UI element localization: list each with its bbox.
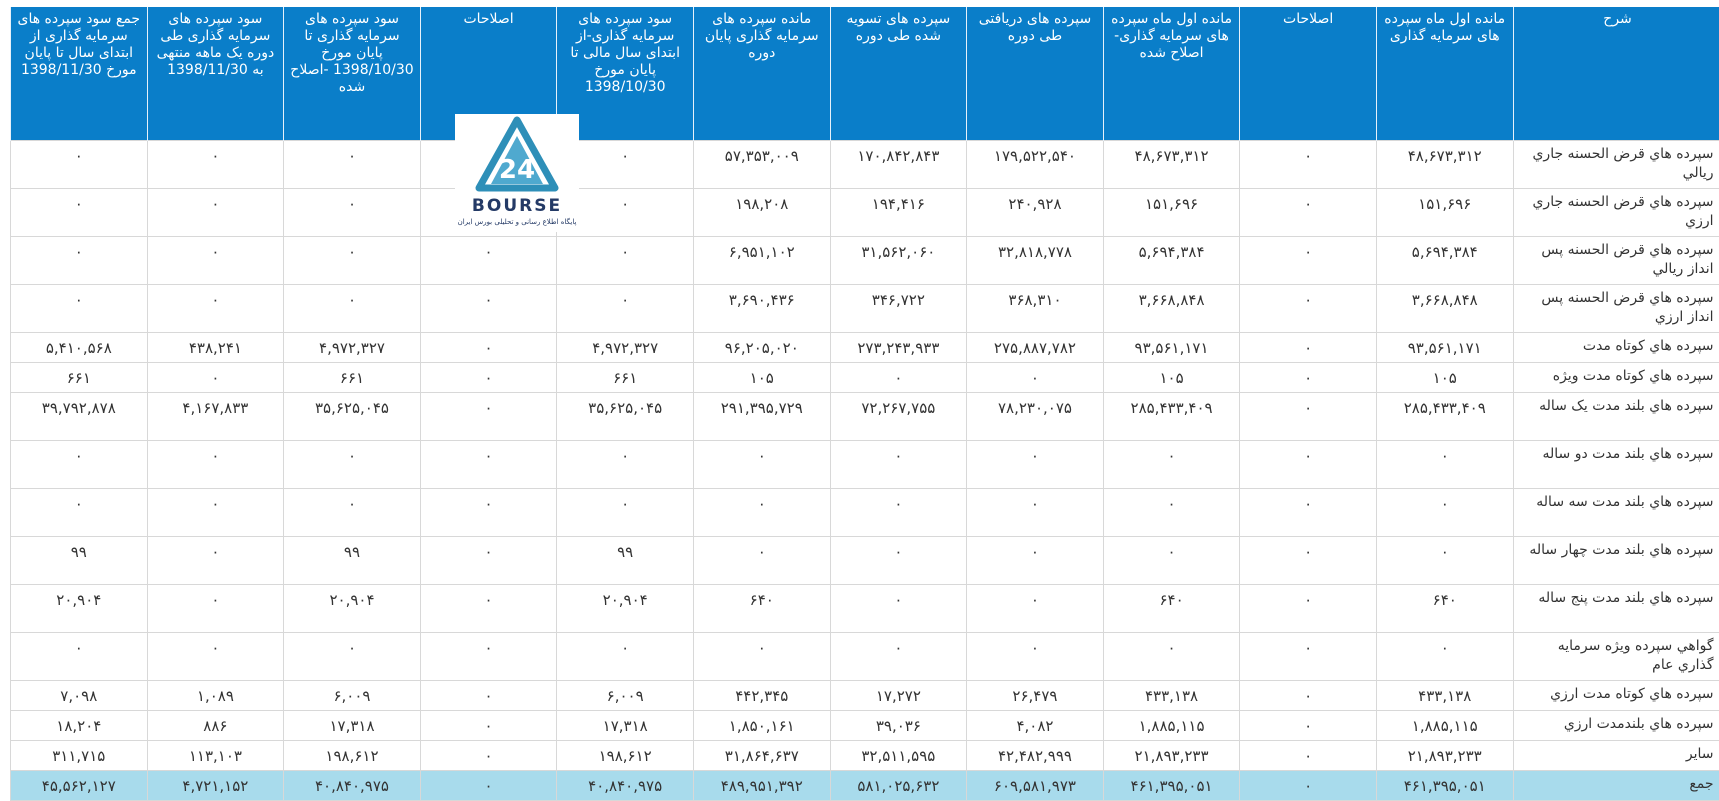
table-cell: ۱۷,۲۷۲ <box>830 680 967 710</box>
row-description: سپرده هاي كوتاه مدت <box>1513 332 1719 362</box>
total-cell: ۴۶۱,۳۹۵,۰۵۱ <box>1376 770 1513 800</box>
table-cell: ۰ <box>147 188 284 236</box>
total-cell: ۶۰۹,۵۸۱,۹۷۳ <box>967 770 1104 800</box>
row-description: سپرده هاي قرض الحسنه پس انداز ريالي <box>1513 236 1719 284</box>
table-cell: ۰ <box>420 332 557 362</box>
table-cell: ۰ <box>693 536 830 584</box>
table-cell: ۲۰,۹۰۴ <box>11 584 148 632</box>
table-cell: ۰ <box>11 236 148 284</box>
table-cell: ۰ <box>147 362 284 392</box>
header-cell: سود سپرده های سرمایه گذاری طی دوره یک ماهه منتهی به 1398/11/30 <box>147 7 284 140</box>
table-cell: ۰ <box>284 632 421 680</box>
table-cell: ۸۸۶ <box>147 710 284 740</box>
total-cell: ۴۵,۵۶۲,۱۲۷ <box>11 770 148 800</box>
total-label: جمع <box>1513 770 1719 800</box>
table-cell: ۰ <box>284 236 421 284</box>
table-cell: ۱۹۸,۶۱۲ <box>284 740 421 770</box>
table-cell: ۴,۱۶۷,۸۳۳ <box>147 392 284 440</box>
table-cell: ۰ <box>420 488 557 536</box>
table-cell: ۰ <box>693 632 830 680</box>
table-cell: ۰ <box>1376 632 1513 680</box>
table-cell: ۴۴۲,۳۴۵ <box>693 680 830 710</box>
table-cell: ۰ <box>147 632 284 680</box>
row-description: سپرده هاي قرض الحسنه جاري ريالي <box>1513 140 1719 188</box>
table-cell: ۰ <box>1240 332 1377 362</box>
table-cell: ۰ <box>557 236 694 284</box>
table-cell: ۰ <box>147 536 284 584</box>
table-cell: ۹۳,۵۶۱,۱۷۱ <box>1103 332 1240 362</box>
logo-mark: 24 <box>499 155 535 185</box>
table-cell: ۱۷۹,۵۲۲,۵۴۰ <box>967 140 1104 188</box>
header-cell: سپرده های دریافتی طی دوره <box>967 7 1104 140</box>
table-cell: ۹۹ <box>11 536 148 584</box>
table-cell: ۰ <box>147 236 284 284</box>
table-cell: ۰ <box>1376 488 1513 536</box>
table-cell: ۰ <box>1376 440 1513 488</box>
table-cell: ۳۲,۸۱۸,۷۷۸ <box>967 236 1104 284</box>
table-cell: ۴,۹۷۲,۳۲۷ <box>284 332 421 362</box>
table-cell: ۶۶۱ <box>11 362 148 392</box>
row-description: سپرده هاي بلند مدت يک ساله <box>1513 392 1719 440</box>
table-cell: ۰ <box>1103 632 1240 680</box>
table-cell: ۹۳,۵۶۱,۱۷۱ <box>1376 332 1513 362</box>
table-cell: ۰ <box>1240 584 1377 632</box>
row-description: سپرده هاي كوتاه مدت ويژه <box>1513 362 1719 392</box>
table-cell: ۱۵۱,۶۹۶ <box>1103 188 1240 236</box>
table-cell: ۴۳۳,۱۳۸ <box>1376 680 1513 710</box>
table-cell: ۰ <box>967 584 1104 632</box>
table-cell: ۵,۴۱۰,۵۶۸ <box>11 332 148 362</box>
table-cell: ۰ <box>420 236 557 284</box>
table-cell: ۰ <box>557 632 694 680</box>
table-cell: ۱۷۰,۸۴۲,۸۴۳ <box>830 140 967 188</box>
table-row <box>11 188 1719 236</box>
table-cell: ۶,۰۰۹ <box>557 680 694 710</box>
table-cell: ۰ <box>147 284 284 332</box>
deposit-table <box>10 7 1719 801</box>
table-cell: ۰ <box>420 284 557 332</box>
table-cell: ۰ <box>11 188 148 236</box>
row-description: سپرده هاي بلند مدت چهار ساله <box>1513 536 1719 584</box>
total-cell: ۴۸۹,۹۵۱,۳۹۲ <box>693 770 830 800</box>
table-cell: ۰ <box>557 188 694 236</box>
table-cell: ۵,۶۹۴,۳۸۴ <box>1376 236 1513 284</box>
table-cell: ۰ <box>830 440 967 488</box>
table-cell: ۰ <box>1240 362 1377 392</box>
table-cell: ۳,۶۹۰,۴۳۶ <box>693 284 830 332</box>
table-cell: ۳۹,۷۹۲,۸۷۸ <box>11 392 148 440</box>
table-cell: ۲۱,۸۹۳,۲۳۳ <box>1103 740 1240 770</box>
table-cell: ۶۶۱ <box>284 362 421 392</box>
table-cell: ۶۶۱ <box>557 362 694 392</box>
table-cell: ۰ <box>830 362 967 392</box>
table-row <box>11 284 1719 332</box>
table-cell: ۵۷,۳۵۳,۰۰۹ <box>693 140 830 188</box>
table-cell: ۳۱,۵۶۲,۰۶۰ <box>830 236 967 284</box>
table-cell: ۷۲,۲۶۷,۷۵۵ <box>830 392 967 440</box>
table-cell: ۰ <box>557 440 694 488</box>
table-cell: ۰ <box>11 140 148 188</box>
table-cell: ۰ <box>1240 488 1377 536</box>
row-description: سپرده هاي بلند مدت پنج ساله <box>1513 584 1719 632</box>
table-cell: ۰ <box>147 488 284 536</box>
logo-word: BOURSE <box>455 196 579 216</box>
table-cell: ۰ <box>11 488 148 536</box>
table-cell: ۰ <box>557 140 694 188</box>
header-cell: مانده اول ماه سپرده های سرمایه گذاری <box>1376 7 1513 140</box>
table-row <box>11 140 1719 188</box>
table-row <box>11 362 1719 392</box>
table-cell: ۰ <box>420 440 557 488</box>
table-cell: ۱۹۸,۶۱۲ <box>557 740 694 770</box>
table-cell: ۱۹۸,۲۰۸ <box>693 188 830 236</box>
table-cell: ۱۱۳,۱۰۳ <box>147 740 284 770</box>
bourse-logo <box>455 114 579 232</box>
table-row <box>11 332 1719 362</box>
header-cell: اصلاحات <box>420 7 557 140</box>
table-cell: ۹۹ <box>557 536 694 584</box>
table-cell: ۳,۶۶۸,۸۴۸ <box>1103 284 1240 332</box>
table-cell: ۵,۶۹۴,۳۸۴ <box>1103 236 1240 284</box>
table-cell: ۰ <box>284 140 421 188</box>
table-cell: ۲۸۵,۴۳۳,۴۰۹ <box>1376 392 1513 440</box>
total-cell: ۵۸۱,۰۲۵,۶۳۲ <box>830 770 967 800</box>
table-cell: ۳۹,۰۳۶ <box>830 710 967 740</box>
table-cell: ۰ <box>284 488 421 536</box>
table-cell: ۰ <box>1240 236 1377 284</box>
table-row <box>11 236 1719 284</box>
table-cell: ۰ <box>830 488 967 536</box>
table-cell: ۰ <box>693 488 830 536</box>
table-row <box>11 710 1719 740</box>
table-cell: ۶۴۰ <box>693 584 830 632</box>
table-cell: ۴۳۸,۲۴۱ <box>147 332 284 362</box>
table-row <box>11 536 1719 584</box>
header-cell: مانده سپرده های سرمایه گذاری پایان دوره <box>693 7 830 140</box>
table-cell: ۰ <box>11 284 148 332</box>
table-cell: ۲۰,۹۰۴ <box>557 584 694 632</box>
table-cell: ۰ <box>284 188 421 236</box>
table-cell: ۲۶,۴۷۹ <box>967 680 1104 710</box>
table-cell: ۲۰,۹۰۴ <box>284 584 421 632</box>
table-cell: ۱,۸۵۰,۱۶۱ <box>693 710 830 740</box>
total-cell: ۴۶۱,۳۹۵,۰۵۱ <box>1103 770 1240 800</box>
row-description: ساير <box>1513 740 1719 770</box>
table-cell: ۰ <box>1240 536 1377 584</box>
row-description: سپرده هاي كوتاه مدت ارزي <box>1513 680 1719 710</box>
table-cell: ۰ <box>147 584 284 632</box>
table-cell: ۰ <box>420 710 557 740</box>
table-row <box>11 392 1719 440</box>
table-cell: ۰ <box>420 584 557 632</box>
table-cell: ۰ <box>284 284 421 332</box>
row-description: سپرده هاي قرض الحسنه جاري ارزي <box>1513 188 1719 236</box>
table-cell: ۶۴۰ <box>1376 584 1513 632</box>
header-row <box>11 7 1719 140</box>
table-cell: ۴,۹۷۲,۳۲۷ <box>557 332 694 362</box>
table-cell: ۳۱۱,۷۱۵ <box>11 740 148 770</box>
table-cell: ۴۸,۶۷۳,۳۱۲ <box>1376 140 1513 188</box>
table-cell: ۰ <box>147 140 284 188</box>
row-description: سپرده هاي قرض الحسنه پس انداز ارزي <box>1513 284 1719 332</box>
table-cell: ۰ <box>967 536 1104 584</box>
total-cell: ۴۰,۸۴۰,۹۷۵ <box>284 770 421 800</box>
table-cell: ۱۰۵ <box>693 362 830 392</box>
table-cell: ۰ <box>147 440 284 488</box>
table-cell: ۰ <box>1240 740 1377 770</box>
total-cell: ۰ <box>1240 770 1377 800</box>
table-cell: ۲۷۳,۲۴۳,۹۳۳ <box>830 332 967 362</box>
table-cell: ۱۷,۳۱۸ <box>284 710 421 740</box>
table-cell: ۰ <box>1240 710 1377 740</box>
table-cell: ۱۰۵ <box>1103 362 1240 392</box>
table-cell: ۰ <box>1240 680 1377 710</box>
table-cell: ۰ <box>1376 536 1513 584</box>
table-cell: ۰ <box>557 488 694 536</box>
row-description: سپرده هاي بلند مدت سه ساله <box>1513 488 1719 536</box>
table-cell: ۰ <box>693 440 830 488</box>
table-cell: ۳۲,۵۱۱,۵۹۵ <box>830 740 967 770</box>
table-cell: ۲۷۵,۸۸۷,۷۸۲ <box>967 332 1104 362</box>
table-cell: ۰ <box>557 284 694 332</box>
header-cell: مانده اول ماه سپرده های سرمایه گذاری-اصلاح شده <box>1103 7 1240 140</box>
table-cell: ۱۹۴,۴۱۶ <box>830 188 967 236</box>
table-cell: ۰ <box>1240 188 1377 236</box>
table-row <box>11 680 1719 710</box>
table-cell: ۳,۶۶۸,۸۴۸ <box>1376 284 1513 332</box>
header-cell: سود سپرده های سرمایه گذاری تا پایان مورخ 1398/10/30 -اصلاح شده <box>284 7 421 140</box>
total-row <box>11 770 1719 800</box>
table-cell: ۴,۰۸۲ <box>967 710 1104 740</box>
table-cell: ۰ <box>830 632 967 680</box>
table-cell: ۳۶۸,۳۱۰ <box>967 284 1104 332</box>
table-cell: ۰ <box>967 632 1104 680</box>
header-cell: جمع سود سپرده های سرمایه گذاری از ابتدای سال تا پایان مورخ 1398/11/30 <box>11 7 148 140</box>
row-description: سپرده هاي بلند مدت دو ساله <box>1513 440 1719 488</box>
total-cell: ۴,۷۲۱,۱۵۲ <box>147 770 284 800</box>
table-cell: ۱۰۵ <box>1376 362 1513 392</box>
table-cell: ۰ <box>284 440 421 488</box>
table-cell: ۰ <box>420 392 557 440</box>
table-row <box>11 584 1719 632</box>
table-cell: ۰ <box>420 632 557 680</box>
table-cell: ۷,۰۹۸ <box>11 680 148 710</box>
bourse-triangle-icon <box>455 114 579 194</box>
header-cell: سود سپرده های سرمایه گذاری-از ابتدای سال مالی تا پایان مورخ 1398/10/30 <box>557 7 694 140</box>
table-cell: ۳۵,۶۲۵,۰۴۵ <box>284 392 421 440</box>
header-description: شرح <box>1513 7 1719 140</box>
table-cell: ۳۴۶,۷۲۲ <box>830 284 967 332</box>
deposit-table-container <box>10 7 1712 801</box>
table-cell: ۰ <box>1240 284 1377 332</box>
table-cell: ۷۸,۲۳۰,۰۷۵ <box>967 392 1104 440</box>
table-cell: ۶,۹۵۱,۱۰۲ <box>693 236 830 284</box>
logo-subtitle: پایگاه اطلاع رسانی و تحلیلی بورس ایران <box>455 218 579 226</box>
header-cell: اصلاحات <box>1240 7 1377 140</box>
table-cell: ۰ <box>967 440 1104 488</box>
table-cell: ۰ <box>1103 488 1240 536</box>
table-cell: ۱۵۱,۶۹۶ <box>1376 188 1513 236</box>
table-cell: ۱۷,۳۱۸ <box>557 710 694 740</box>
table-cell: ۰ <box>967 362 1104 392</box>
table-row <box>11 632 1719 680</box>
table-cell: ۲۱,۸۹۳,۲۳۳ <box>1376 740 1513 770</box>
table-cell: ۲۸۵,۴۳۳,۴۰۹ <box>1103 392 1240 440</box>
table-cell: ۰ <box>420 362 557 392</box>
table-cell: ۰ <box>420 536 557 584</box>
table-cell: ۶,۰۰۹ <box>284 680 421 710</box>
table-cell: ۰ <box>11 632 148 680</box>
table-cell: ۲۴۰,۹۲۸ <box>967 188 1104 236</box>
table-cell: ۹۹ <box>284 536 421 584</box>
table-cell: ۰ <box>420 740 557 770</box>
table-cell: ۰ <box>830 536 967 584</box>
table-cell: ۴۳۳,۱۳۸ <box>1103 680 1240 710</box>
table-cell: ۱,۸۸۵,۱۱۵ <box>1376 710 1513 740</box>
row-description: گواهي سپرده ويژه سرمايه گذاري عام <box>1513 632 1719 680</box>
table-cell: ۴۸,۶۷۳,۳۱۲ <box>1103 140 1240 188</box>
table-cell: ۹۶,۲۰۵,۰۲۰ <box>693 332 830 362</box>
table-row <box>11 488 1719 536</box>
table-cell: ۱,۰۸۹ <box>147 680 284 710</box>
row-description: سپرده هاي بلندمدت ارزي <box>1513 710 1719 740</box>
table-cell: ۰ <box>1103 440 1240 488</box>
table-cell: ۰ <box>1240 392 1377 440</box>
total-cell: ۰ <box>420 770 557 800</box>
table-cell: ۱,۸۸۵,۱۱۵ <box>1103 710 1240 740</box>
table-cell: ۰ <box>830 584 967 632</box>
table-row <box>11 740 1719 770</box>
table-cell: ۰ <box>1103 536 1240 584</box>
table-cell: ۰ <box>1240 632 1377 680</box>
table-cell: ۳۵,۶۲۵,۰۴۵ <box>557 392 694 440</box>
table-cell: ۴۲,۴۸۲,۹۹۹ <box>967 740 1104 770</box>
table-cell: ۰ <box>1240 440 1377 488</box>
table-cell: ۰ <box>967 488 1104 536</box>
total-cell: ۴۰,۸۴۰,۹۷۵ <box>557 770 694 800</box>
table-cell: ۰ <box>11 440 148 488</box>
header-cell: سپرده های تسویه شده طی دوره <box>830 7 967 140</box>
table-row <box>11 440 1719 488</box>
table-cell: ۳۱,۸۶۴,۶۳۷ <box>693 740 830 770</box>
table-cell: ۲۹۱,۳۹۵,۷۲۹ <box>693 392 830 440</box>
table-cell: ۱۸,۲۰۴ <box>11 710 148 740</box>
table-cell: ۶۴۰ <box>1103 584 1240 632</box>
table-cell: ۰ <box>420 680 557 710</box>
table-cell: ۰ <box>1240 140 1377 188</box>
